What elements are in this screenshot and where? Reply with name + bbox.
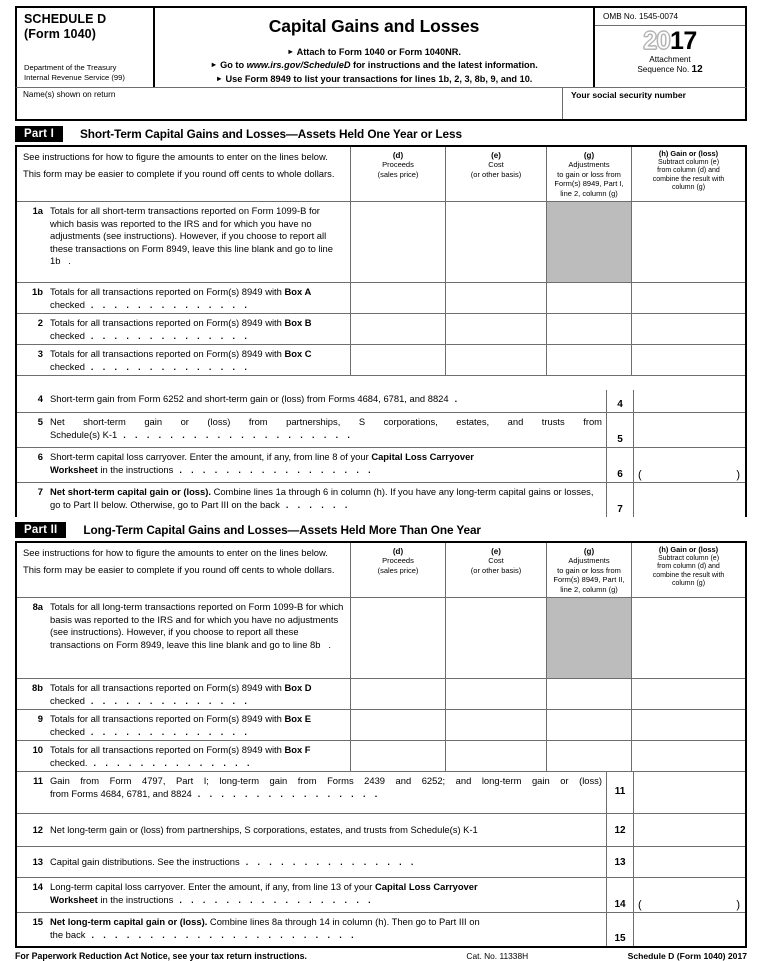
line-8a-description	[17, 598, 350, 678]
line-6-worksheet-ref: Capital Loss Carryover	[371, 451, 474, 463]
line-3-description	[17, 345, 350, 375]
part-1-bar	[15, 123, 747, 145]
col-g-line3: Form(s) 8949, Part I,	[554, 179, 624, 189]
part-2-col-d-header	[350, 543, 445, 597]
line-9-col-e-input[interactable]	[445, 710, 546, 740]
line-12-body: Net long-term gain or (loss) from partnerships, S corporations, estates, and trusts from Schedule(s) K-1	[50, 823, 478, 835]
line-14-number: 14	[32, 881, 43, 893]
line-1a-body: Totals for all short-term transactions reported on Form 1099-B for which basis was reported to the IRS and for which you have no adjustments (see instructions). However, if you choose to report all these transactions on Form 8949, leave this line blank and go to line 1b	[50, 205, 333, 267]
line-9-col-h-input[interactable]	[631, 710, 745, 740]
col-h-letter: (h) Gain or (loss)	[658, 149, 719, 158]
line-4-body: Short-term gain from Form 6252 and short-term gain or (loss) from Forms 4684, 6781, and 8824	[50, 393, 449, 405]
line-14-text	[50, 881, 602, 909]
line-15-description	[17, 913, 606, 946]
part-1-badge: Part I	[15, 126, 63, 142]
line-9-leader: . . . . . . . . . . . . . .	[90, 726, 251, 737]
line-4-number-box: 4	[606, 390, 633, 412]
line-11-text	[50, 775, 602, 810]
col-g-line3: Form(s) 8949, Part II,	[553, 575, 625, 585]
table-row	[17, 314, 745, 345]
line-8a-col-h-input[interactable]	[631, 598, 745, 678]
line-9-text	[50, 713, 345, 737]
goto-instruction	[159, 59, 589, 72]
line-11-description	[17, 772, 606, 813]
col-g-line2: to gain or loss from	[557, 565, 621, 575]
line-3-post: checked	[50, 360, 85, 372]
treasury-line2: Internal Revenue Service (99)	[24, 72, 125, 82]
line-6-paren-open: (	[638, 469, 642, 482]
line-12-description	[17, 814, 606, 846]
line-5-number: 5	[37, 416, 43, 428]
line-15-bold: Net long-term capital gain or (loss).	[50, 916, 208, 928]
line-5-line2-body: Schedule(s) K-1	[50, 428, 118, 440]
line-4-number: 4	[37, 393, 43, 405]
line-7-number: 7	[37, 486, 43, 498]
col-h-line1: Subtract column (e)	[657, 158, 720, 166]
line-3-leader: . . . . . . . . . . . . . .	[90, 361, 251, 372]
part-1-table	[15, 145, 747, 517]
line-5-line1: Net short-term gain or (loss) from partnerships, S corporations, estates, and trusts from	[50, 416, 602, 428]
table-row	[17, 345, 745, 376]
line-6-worksheet-bold: Worksheet	[50, 463, 98, 475]
line-8b-col-d-input[interactable]	[350, 679, 445, 709]
part-1-col-g-header	[546, 147, 631, 201]
col-d-letter: (d)	[392, 547, 404, 557]
line-10-col-h-input[interactable]	[631, 741, 745, 771]
line-8b-box-label: Box D	[284, 682, 312, 694]
omb-number: OMB No. 1545-0074	[595, 8, 745, 26]
line-13-number-box: 13	[606, 847, 633, 877]
line-3-col-g-input[interactable]	[546, 345, 631, 375]
table-row	[17, 483, 745, 517]
line-5-text	[50, 416, 602, 444]
table-row	[17, 913, 745, 946]
line-6-line1	[50, 451, 602, 464]
attach-instruction-text: Attach to Form 1040 or Form 1040NR.	[296, 47, 461, 57]
table-row	[17, 878, 745, 913]
col-e-letter: (e)	[491, 547, 501, 557]
line-1b-col-g-input[interactable]	[546, 283, 631, 313]
line-8a-trailing-dot: .	[328, 638, 331, 650]
treasury-line1: Department of the Treasury	[24, 63, 117, 73]
line-1b-col-d-input[interactable]	[350, 283, 445, 313]
col-h-line3: combine the result with	[652, 175, 725, 183]
line-1b-col-h-input[interactable]	[631, 283, 745, 313]
line-2-col-e-input[interactable]	[445, 314, 546, 344]
line-12-amount-input[interactable]	[633, 814, 745, 846]
irs-url[interactable]: www.irs.gov/ScheduleD	[246, 60, 351, 71]
col-e-line2: (or other basis)	[470, 565, 522, 575]
line-1b-post: checked	[50, 298, 85, 310]
col-h-line4: column (g)	[671, 580, 706, 588]
line-1b-description	[17, 283, 350, 313]
line-15-line1	[50, 916, 602, 929]
line-6-text	[50, 451, 602, 479]
line-10-description	[17, 741, 350, 771]
goto-suffix: for instructions and the latest information.	[350, 60, 538, 71]
line-6-number: 6	[37, 451, 43, 463]
catalog-number: Cat. No. 11338H	[466, 951, 529, 961]
col-h-line1: Subtract column (e)	[657, 554, 720, 562]
part-2-instructions	[17, 543, 350, 597]
line-1a-trailing-dot: .	[68, 255, 71, 267]
line-7-bold: Net short-term capital gain or (loss).	[50, 486, 211, 498]
line-8b-text	[50, 682, 345, 706]
part-2-badge: Part II	[15, 522, 66, 538]
col-g-line2: to gain or loss from	[557, 169, 621, 179]
line-11-number: 11	[33, 775, 43, 787]
part-1-instruction-1: See instructions for how to figure the amounts to enter on the lines below.	[23, 151, 328, 162]
col-h-line3: combine the result with	[652, 571, 725, 579]
line-9-post: checked	[50, 725, 85, 737]
line-14-line1	[50, 881, 602, 894]
line-1a-col-e-input[interactable]	[445, 202, 546, 282]
line-1a-number: 1a	[32, 205, 43, 217]
line-1a-col-h-input[interactable]	[631, 202, 745, 282]
line-14-leader: . . . . . . . . . . . . . . . . .	[179, 894, 375, 905]
line-1b-leader: . . . . . . . . . . . . . .	[90, 299, 251, 310]
line-3-text	[50, 348, 345, 372]
schedule-name-line2: (Form 1040)	[24, 26, 96, 41]
line-7-leader: . . . . . .	[285, 499, 351, 510]
line-6-paren-close: )	[736, 469, 740, 482]
part-1-instructions	[17, 147, 350, 201]
line-6-description	[17, 448, 606, 482]
col-g-line4: line 2, column (g)	[560, 188, 618, 198]
line-11-leader: . . . . . . . . . . . . . . . .	[197, 788, 381, 799]
line-2-col-d-input[interactable]	[350, 314, 445, 344]
line-6-number-box: 6	[606, 448, 633, 482]
line-1b-pre: Totals for all transactions reported on Form(s) 8949 with	[50, 286, 285, 298]
line-1a-text	[50, 205, 345, 279]
line-10-col-g-input[interactable]	[546, 741, 631, 771]
line-8a-body: Totals for all long-term transactions reported on Form 1099-B for which basis was reported to the IRS and for which you have no adjustments (see instructions). However, if you choose to report all these transactions on Form 8949, leave this line blank and go to line 8b	[50, 601, 344, 650]
header-title-block	[155, 8, 595, 87]
line-14-worksheet-bold: Worksheet	[50, 893, 98, 905]
attach-instruction	[159, 46, 589, 59]
line-14-paren-open: (	[638, 899, 642, 912]
line-1b-box-label: Box A	[284, 286, 312, 298]
goto-prefix: Go to	[220, 60, 247, 71]
col-h-line2: from column (d) and	[657, 167, 720, 175]
line-14-worksheet-ref: Capital Loss Carryover	[374, 881, 478, 893]
line-8b-col-e-input[interactable]	[445, 679, 546, 709]
part-2-instruction-1: See instructions for how to figure the amounts to enter on the lines below.	[23, 547, 328, 559]
tax-year	[595, 29, 745, 54]
line-2-post: checked	[50, 329, 85, 341]
line-10-box-label: Box F	[284, 744, 311, 756]
col-d-letter: (d)	[392, 151, 404, 160]
line-9-number: 9	[37, 713, 43, 725]
line-2-col-h-input[interactable]	[631, 314, 745, 344]
line-1a-col-d-input[interactable]	[350, 202, 445, 282]
ssn-field-label: Your social security number	[571, 90, 686, 100]
line-7-body: Combine lines 1a through 6 in column (h). If you have any long-term capital gains or losses, go to Part II below. Otherwise, go to Part III on the back	[50, 486, 594, 510]
line-8b-post: checked	[50, 694, 85, 706]
line-15-line2-body: the back	[50, 928, 86, 940]
form-body	[15, 6, 747, 961]
part-2-bar	[15, 519, 747, 541]
line-11-line1: Gain from Form 4797, Part I; long-term gain from Forms 2439 and 6252; and long-term gain or (loss)	[50, 775, 602, 787]
attachment-sequence	[595, 55, 745, 75]
line-7-text	[50, 486, 602, 514]
line-15-body: Combine lines 8a through 14 in column (h). Then go to Part III on	[207, 916, 480, 928]
line-14-amount-input[interactable]	[633, 878, 745, 912]
part-2-title: Long-Term Capital Gains and Losses—Assets Held More Than One Year	[83, 523, 481, 538]
part-1-column-headers	[17, 147, 745, 202]
line-14-line2-post: in the instructions	[97, 893, 174, 905]
table-row	[17, 772, 745, 814]
line-14-description	[17, 878, 606, 912]
col-d-line2: (sales price)	[377, 169, 419, 179]
treasury-block	[24, 63, 153, 84]
col-d-line2: (sales price)	[377, 565, 419, 575]
line-3-col-d-input[interactable]	[350, 345, 445, 375]
col-g-line4: line 2, column (g)	[560, 584, 618, 594]
line-15-amount-input[interactable]	[633, 913, 745, 946]
line-4-amount-input[interactable]	[633, 390, 745, 412]
line-8b-leader: . . . . . . . . . . . . . .	[90, 695, 251, 706]
table-row	[17, 413, 745, 448]
line-9-box-label: Box E	[284, 713, 312, 725]
schedule-title-block	[24, 12, 153, 41]
table-row	[17, 710, 745, 741]
line-9-col-d-input[interactable]	[350, 710, 445, 740]
line-4-description	[17, 390, 606, 412]
line-2-description	[17, 314, 350, 344]
line-8b-col-h-input[interactable]	[631, 679, 745, 709]
line-3-box-label: Box C	[284, 348, 312, 360]
col-h-line4: column (g)	[671, 184, 706, 192]
line-3-pre: Totals for all transactions reported on Form(s) 8949 with	[50, 348, 285, 360]
line-8a-text	[50, 601, 345, 675]
tax-year-block	[595, 26, 745, 87]
line-15-number-box: 15	[606, 913, 633, 946]
line-6-leader: . . . . . . . . . . . . . . . . .	[179, 464, 375, 475]
col-g-letter: (g)	[583, 151, 595, 160]
line-8a-number: 8a	[32, 601, 43, 613]
table-row	[17, 598, 745, 679]
name-field-label: Name(s) shown on return	[23, 90, 116, 99]
taxpayer-identification-row	[15, 88, 747, 121]
part-2-column-headers	[17, 543, 745, 598]
line-10-number: 10	[32, 744, 43, 756]
line-1b-col-e-input[interactable]	[445, 283, 546, 313]
line-1a-col-g-shaded	[546, 202, 631, 282]
line-10-col-d-input[interactable]	[350, 741, 445, 771]
line-15-text	[50, 916, 602, 943]
col-g-letter: (g)	[583, 547, 595, 557]
part-2-col-g-header	[546, 543, 631, 597]
line-12-number-box: 12	[606, 814, 633, 846]
line-13-amount-input[interactable]	[633, 847, 745, 877]
col-h-letter: (h) Gain or (loss)	[658, 545, 719, 555]
line-8b-col-g-input[interactable]	[546, 679, 631, 709]
arrow-icon: ►	[210, 60, 218, 70]
line-9-pre: Totals for all transactions reported on Form(s) 8949 with	[50, 713, 285, 725]
line-9-col-g-input[interactable]	[546, 710, 631, 740]
table-row	[17, 448, 745, 483]
col-e-line1: Cost	[488, 556, 504, 566]
arrow-icon: ►	[287, 47, 295, 56]
table-row	[17, 814, 745, 847]
part-2-col-h-header	[631, 543, 745, 597]
line-12-number: 12	[32, 823, 43, 835]
line-2-number: 2	[37, 317, 43, 329]
col-d-line1: Proceeds	[382, 160, 414, 170]
col-e-letter: (e)	[491, 151, 501, 160]
col-g-line1: Adjustments	[568, 556, 610, 566]
sequence-number: 12	[691, 64, 703, 75]
line-12-leader	[478, 825, 484, 835]
paperwork-notice: For Paperwork Reduction Act Notice, see your tax return instructions.	[15, 951, 307, 961]
line-12-text	[50, 824, 602, 837]
line-8b-description	[17, 679, 350, 709]
col-e-line2: (or other basis)	[470, 169, 522, 179]
line-5-amount-input[interactable]	[633, 413, 745, 447]
line-5-number-box: 5	[606, 413, 633, 447]
table-row	[17, 847, 745, 878]
line-7-number-box: 7	[606, 483, 633, 517]
form-title: Capital Gains and Losses	[268, 16, 480, 36]
line-2-text	[50, 317, 345, 341]
part-1-col-e-header	[445, 147, 546, 201]
line-10-col-e-input[interactable]	[445, 741, 546, 771]
part-2-col-e-header	[445, 543, 546, 597]
line-6-line2	[50, 464, 602, 477]
line-8a-col-d-input[interactable]	[350, 598, 445, 678]
part-2-instruction-2: This form may be easier to complete if you round off cents to whole dollars.	[23, 563, 335, 575]
tax-year-prefix: 20	[643, 27, 670, 55]
line-13-description	[17, 847, 606, 877]
part-2-table	[15, 541, 747, 946]
header-right-block	[595, 8, 745, 87]
sequence-line	[595, 65, 745, 75]
line-13-body: Capital gain distributions. See the instructions	[50, 855, 240, 867]
col-g-line1: Adjustments	[568, 160, 610, 170]
form-footer	[15, 946, 747, 961]
line-15-leader: . . . . . . . . . . . . . . . . . . . . . . .	[91, 929, 357, 940]
line-8a-col-g-shaded	[546, 598, 631, 678]
arrow-icon: ►	[215, 73, 223, 83]
line-8b-pre: Totals for all transactions reported on Form(s) 8949 with	[50, 682, 285, 694]
table-row	[17, 283, 745, 314]
line-10-text	[50, 744, 345, 768]
line-11-line2	[50, 788, 602, 801]
line-13-leader: . . . . . . . . . . . . . . .	[245, 856, 417, 867]
col-d-line1: Proceeds	[382, 556, 414, 566]
line-14-line2	[50, 894, 602, 907]
sequence-label: Sequence No.	[637, 65, 690, 74]
tax-year-suffix: 17	[670, 27, 697, 55]
part-1-col-d-header	[350, 147, 445, 201]
line-4-leader: .	[454, 394, 461, 405]
line-14-paren-close: )	[736, 899, 740, 912]
line-15-number: 15	[32, 916, 43, 928]
line-6-pre: Short-term capital loss carryover. Enter the amount, if any, from line 8 of your	[50, 451, 372, 463]
line-1b-text	[50, 286, 345, 310]
col-e-line1: Cost	[488, 160, 504, 170]
line-10-post: checked.	[50, 756, 88, 768]
line-13-number: 13	[32, 855, 43, 867]
line-5-leader: . . . . . . . . . . . . . . . . . . . .	[123, 429, 354, 440]
line-10-leader: . . . . . . . . . . . . . .	[93, 757, 253, 768]
line-11-amount-input[interactable]	[633, 772, 745, 813]
table-row	[17, 679, 745, 710]
form8949-instruction	[159, 73, 589, 86]
line-9-description	[17, 710, 350, 740]
line-7-description	[17, 483, 606, 517]
line-8a-col-e-input[interactable]	[445, 598, 546, 678]
part-1-title: Short-Term Capital Gains and Losses—Assets Held One Year or Less	[79, 127, 462, 141]
line-1a-description	[17, 202, 350, 282]
line-11-number-box: 11	[606, 772, 633, 813]
line-14-pre: Long-term capital loss carryover. Enter the amount, if any, from line 13 of your	[50, 881, 375, 893]
line-4-text	[50, 393, 602, 409]
part-1-spacer	[17, 376, 745, 390]
line-14-number-box: 14	[606, 878, 633, 912]
line-6-line2-post: in the instructions	[97, 463, 174, 475]
line-5-description	[17, 413, 606, 447]
part-1-instruction-2: This form may be easier to complete if you round off cents to whole dollars.	[23, 167, 335, 179]
line-3-number: 3	[37, 348, 43, 360]
part-1-col-h-header	[631, 147, 745, 201]
line-2-box-label: Box B	[284, 317, 312, 329]
line-5-line2	[50, 429, 602, 442]
schedule-name-line1: SCHEDULE D	[24, 12, 107, 26]
line-7-amount-input[interactable]	[633, 483, 745, 517]
line-3-col-e-input[interactable]	[445, 345, 546, 375]
line-11-line2-body: from Forms 4684, 6781, and 8824	[50, 787, 192, 799]
line-2-col-g-input[interactable]	[546, 314, 631, 344]
line-1b-number: 1b	[32, 286, 43, 298]
attachment-label: Attachment	[649, 55, 691, 64]
header-instruction-lines	[159, 46, 589, 86]
header-left-block	[17, 8, 155, 87]
form8949-instruction-text: Use Form 8949 to list your transactions for lines 1b, 2, 3, 8b, 9, and 10.	[225, 73, 533, 84]
line-2-leader: . . . . . . . . . . . . . .	[90, 330, 251, 341]
line-8b-number: 8b	[32, 682, 43, 694]
name-field[interactable]	[17, 88, 563, 119]
line-3-col-h-input[interactable]	[631, 345, 745, 375]
ssn-field[interactable]	[563, 88, 745, 119]
line-15-line2	[50, 929, 602, 942]
col-h-line2: from column (d) and	[657, 563, 720, 571]
line-13-text	[50, 856, 602, 869]
line-2-pre: Totals for all transactions reported on Form(s) 8949 with	[50, 317, 285, 329]
table-row	[17, 390, 745, 413]
line-10-pre: Totals for all transactions reported on Form(s) 8949 with	[50, 744, 285, 756]
table-row	[17, 202, 745, 283]
form-identifier: Schedule D (Form 1040) 2017	[627, 951, 747, 961]
line-6-amount-input[interactable]	[633, 448, 745, 482]
form-header	[15, 6, 747, 88]
table-row	[17, 741, 745, 772]
